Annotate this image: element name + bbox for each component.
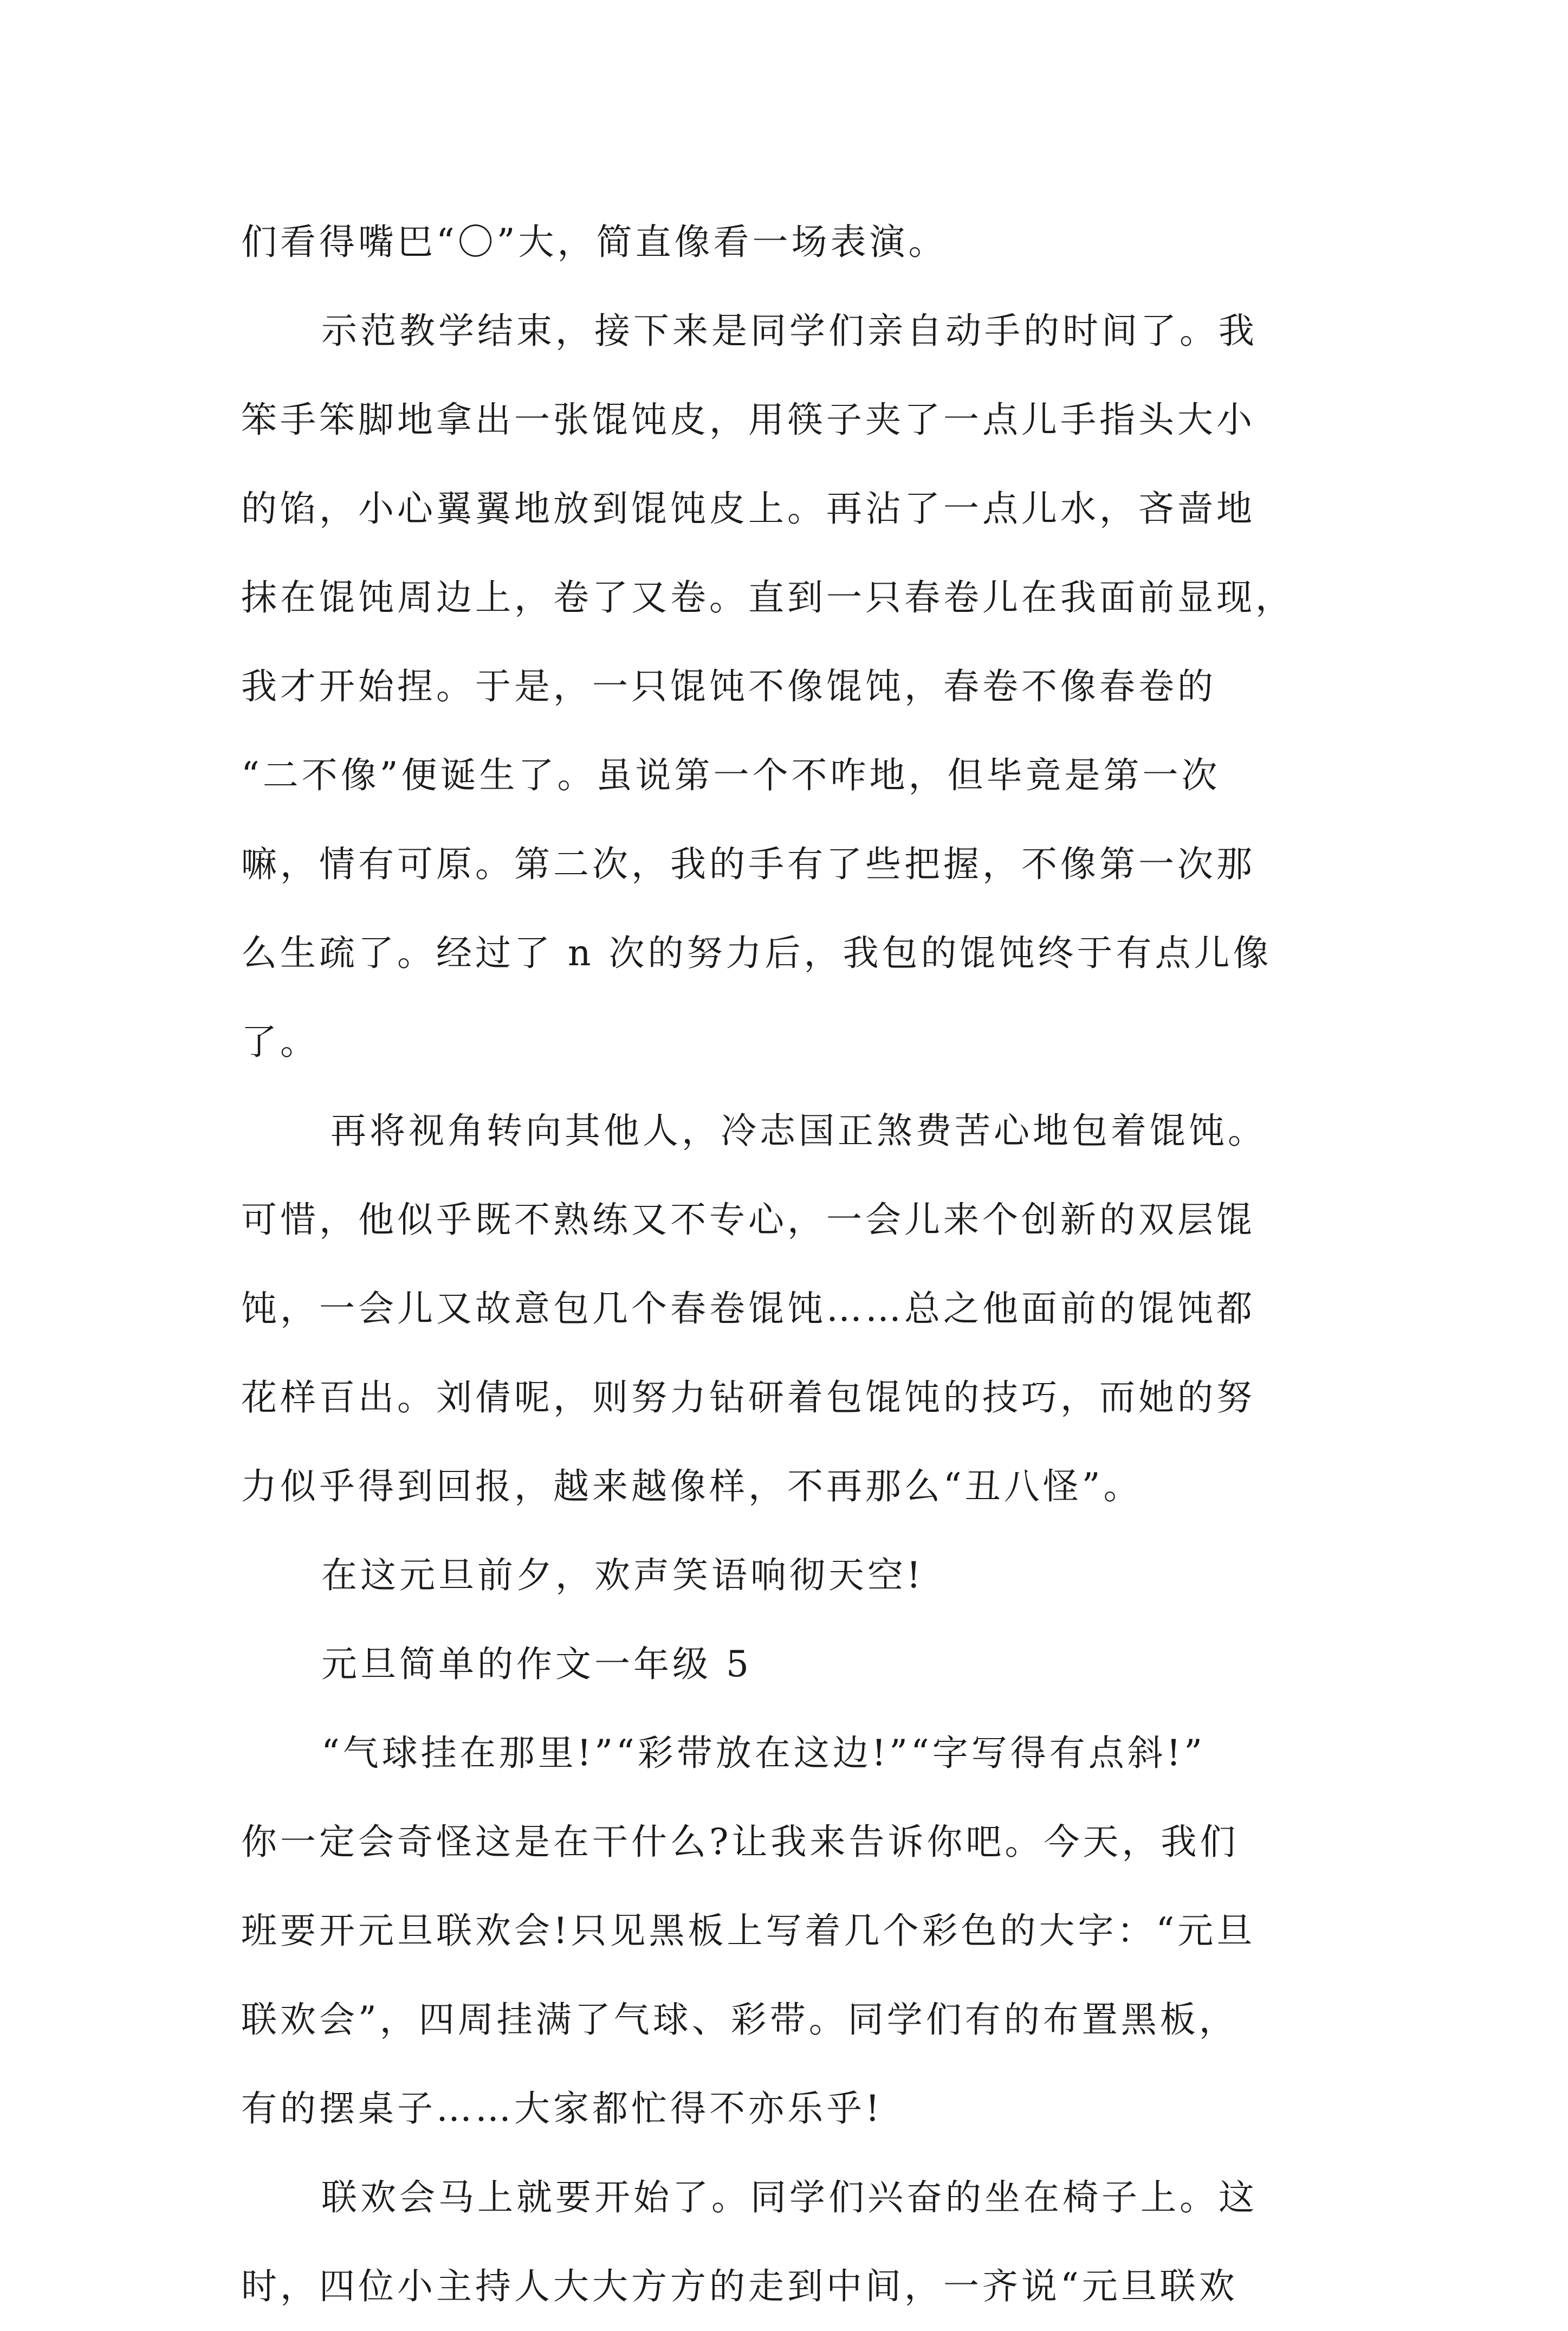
text-line: 们看得嘴巴“〇”大，简直像看一场表演。 xyxy=(241,221,948,263)
text-line: 了。 xyxy=(241,1021,319,1063)
text-line: 我才开始捏。于是，一只馄饨不像馄饨，春卷不像春卷的 xyxy=(241,666,1216,707)
text-line: 花样百出。刘倩呢，则努力钻研着包馄饨的技巧，而她的努 xyxy=(241,1377,1255,1418)
text-line: 笨手笨脚地拿出一张馄饨皮，用筷子夹了一点儿手指头大小 xyxy=(241,399,1255,441)
text-line: 有的摆桌子……大家都忙得不亦乐乎! xyxy=(241,2088,883,2129)
essay-body xyxy=(241,198,1327,2331)
section-heading: 元旦简单的作文一年级 5 xyxy=(321,1643,752,1685)
paragraph-start: 示范教学结束，接下来是同学们亲自动手的时间了。我 xyxy=(321,310,1258,352)
text-line: 班要开元旦联欢会!只见黑板上写着几个彩色的大字：“元旦 xyxy=(241,1910,1256,1952)
paragraph-start: “气球挂在那里!”“彩带放在这边!”“字写得有点斜!” xyxy=(321,1732,1206,1774)
text-line: 么生疏了。经过了 n 次的努力后，我包的馄饨终于有点儿像 xyxy=(241,932,1272,974)
text-line: 力似乎得到回报，越来越像样，不再那么“丑八怪”。 xyxy=(241,1465,1143,1507)
text-line: 嘛，情有可原。第二次，我的手有了些把握，不像第一次那 xyxy=(241,843,1255,885)
text-line: 你一定会奇怪这是在干什么?让我来告诉你吧。今天，我们 xyxy=(241,1821,1239,1863)
text-line: 的馅，小心翼翼地放到馄饨皮上。再沾了一点儿水，吝啬地 xyxy=(241,488,1255,530)
paragraph-start: 在这元旦前夕，欢声笑语响彻天空! xyxy=(321,1554,924,1596)
text-line: 饨，一会儿又故意包几个春卷馄饨……总之他面前的馄饨都 xyxy=(241,1288,1255,1329)
text-line: 联欢会”，四周挂满了气球、彩带。同学们有的布置黑板， xyxy=(241,1999,1238,2041)
text-line: 时，四位小主持人大大方方的走到中间，一齐说“元旦联欢 xyxy=(241,2265,1238,2307)
text-line: “二不像”便诞生了。虽说第一个不咋地，但毕竟是第一次 xyxy=(241,754,1221,796)
paragraph-start: 联欢会马上就要开始了。同学们兴奋的坐在椅子上。这 xyxy=(321,2177,1258,2218)
text-line: 抹在馄饨周边上，卷了又卷。直到一只春卷儿在我面前显现， xyxy=(241,577,1294,618)
paragraph-start: 再将视角转向其他人，冷志国正煞费苦心地包着馄饨。 xyxy=(331,1110,1267,1152)
text-line: 可惜，他似乎既不熟练又不专心，一会儿来个创新的双层馄 xyxy=(241,1199,1255,1241)
